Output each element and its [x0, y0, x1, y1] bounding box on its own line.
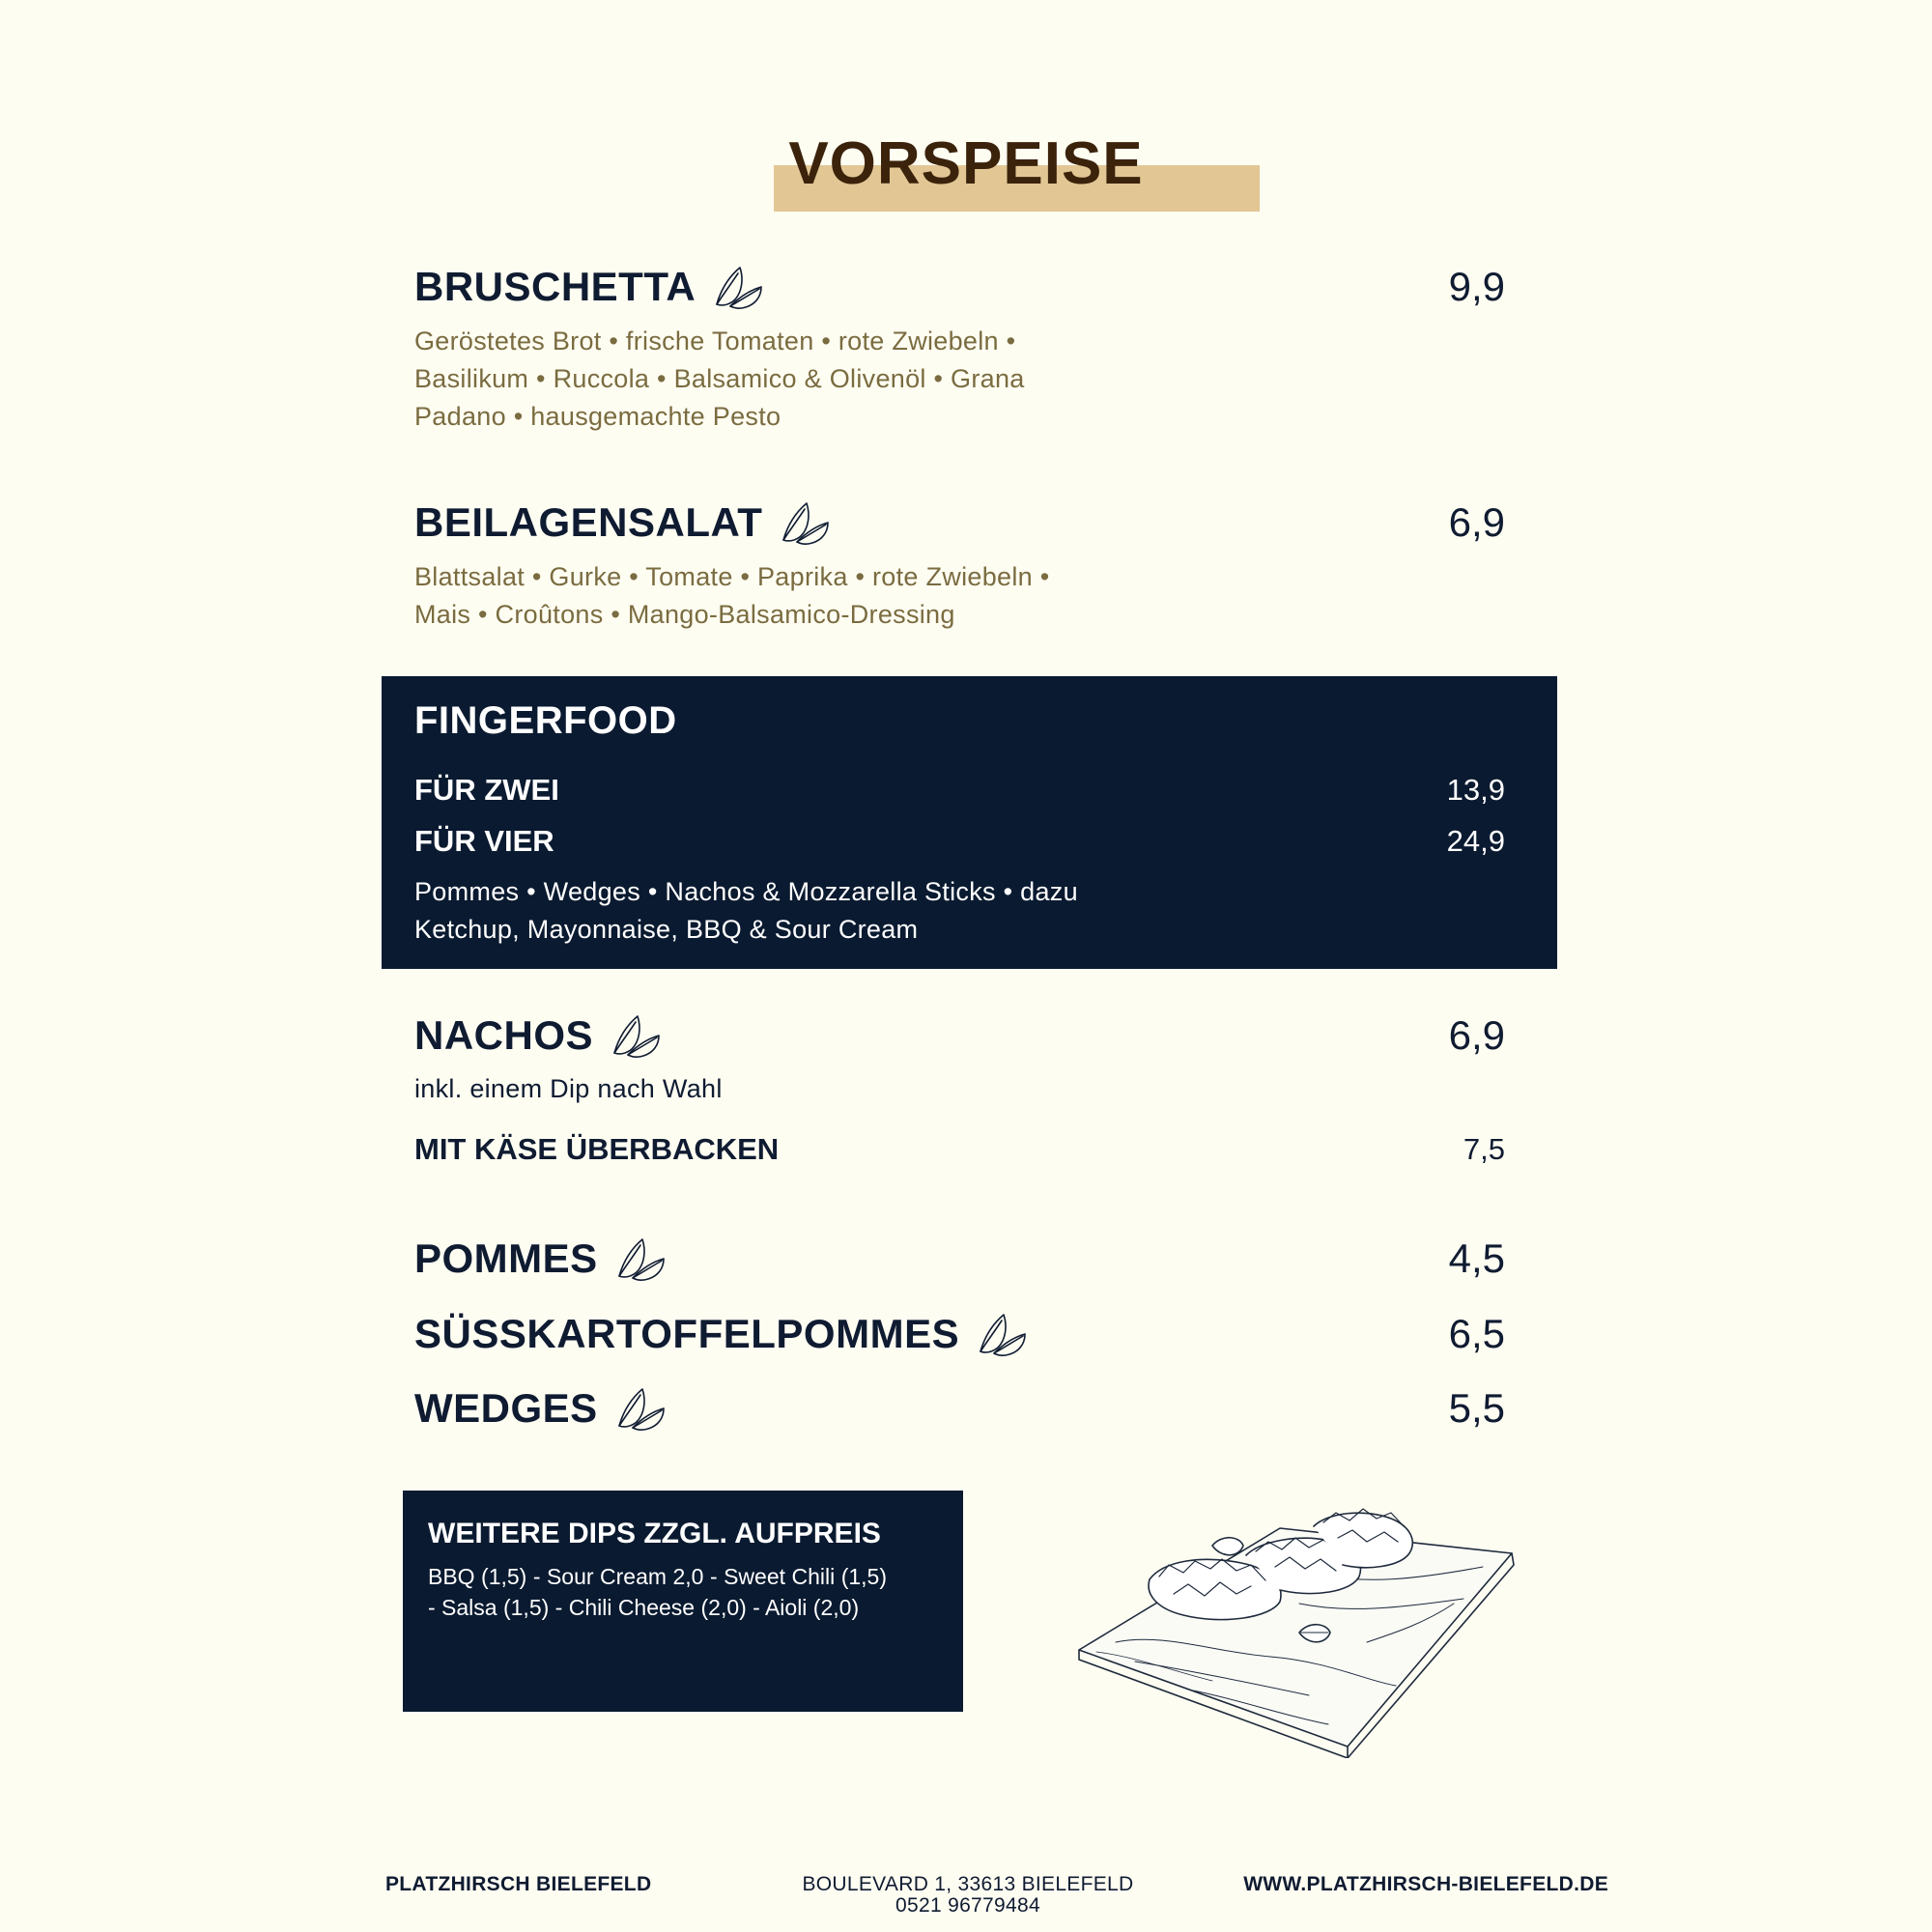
dips-text: BBQ (1,5) - Sour Cream 2,0 - Sweet Chili (1,5) - Salsa (1,5) - Chili Cheese (2,0) - Aioli (2,0): [428, 1564, 887, 1620]
item-bruschetta-name: BRUSCHETTA: [414, 262, 765, 312]
leaf-icon: [778, 497, 832, 548]
footer-address: BOULEVARD 1, 33613 BIELEFELD: [802, 1873, 1134, 1895]
dips-title: WEITERE DIPS ZZGL. AUFPREIS: [428, 1518, 881, 1549]
fingerfood-row-price: 13,9: [1446, 773, 1505, 807]
leaf-icon: [975, 1309, 1029, 1359]
item-nachos-price: 6,9: [1448, 1012, 1505, 1058]
fingerfood-row-name: FÜR VIER: [414, 824, 554, 858]
footer-contact: [773, 1874, 1163, 1917]
item-bruschetta-price: 9,9: [1448, 264, 1505, 309]
item-pommes-name: POMMES: [414, 1234, 668, 1284]
item-suesskartoffelpommes-name: SÜSSKARTOFFELPOMMES: [414, 1309, 1029, 1359]
item-wedges-price: 5,5: [1448, 1385, 1505, 1431]
leaf-icon: [609, 1010, 663, 1061]
footer-restaurant-name: PLATZHIRSCH BIELEFELD: [385, 1873, 652, 1895]
item-suesskartoffelpommes-price: 6,5: [1448, 1311, 1505, 1356]
item-pommes-price: 4,5: [1448, 1236, 1505, 1281]
fingerfood-row-price: 24,9: [1446, 824, 1505, 858]
item-nachos-name: NACHOS: [414, 1010, 663, 1061]
leaf-icon: [613, 1383, 668, 1434]
item-bruschetta-desc: Geröstetes Brot • frische Tomaten • rote Zwiebeln • Basilikum • Ruccola • Balsamico & Olivenöl • Grana Padano • hausgemachte Pesto: [414, 327, 1025, 431]
bruschetta-board-illustration: [1077, 1488, 1521, 1758]
page-title: VORSPEISE: [788, 130, 1144, 197]
fingerfood-title: FINGERFOOD: [414, 699, 677, 742]
item-nachos-desc: inkl. einem Dip nach Wahl: [414, 1074, 723, 1103]
item-wedges-name: WEDGES: [414, 1383, 668, 1434]
item-nachos-extra-name: MIT KÄSE ÜBERBACKEN: [414, 1132, 780, 1166]
item-beilagensalat-price: 6,9: [1448, 499, 1505, 545]
item-beilagensalat-name: BEILAGENSALAT: [414, 497, 832, 548]
footer-website-link[interactable]: WWW.PLATZHIRSCH-BIELEFELD.DE: [1243, 1873, 1608, 1895]
footer-phone: 0521 96779484: [895, 1894, 1040, 1917]
item-beilagensalat-desc: Blattsalat • Gurke • Tomate • Paprika • rote Zwiebeln • Mais • Croûtons • Mango-Balsamico-Dressing: [414, 562, 1050, 629]
leaf-icon: [613, 1234, 668, 1284]
leaf-icon: [711, 262, 765, 312]
fingerfood-desc: Pommes • Wedges • Nachos & Mozzarella Sticks • dazu Ketchup, Mayonnaise, BBQ & Sour Cream: [414, 877, 1078, 944]
item-nachos-extra-price: 7,5: [1463, 1132, 1505, 1166]
fingerfood-row-name: FÜR ZWEI: [414, 773, 559, 807]
